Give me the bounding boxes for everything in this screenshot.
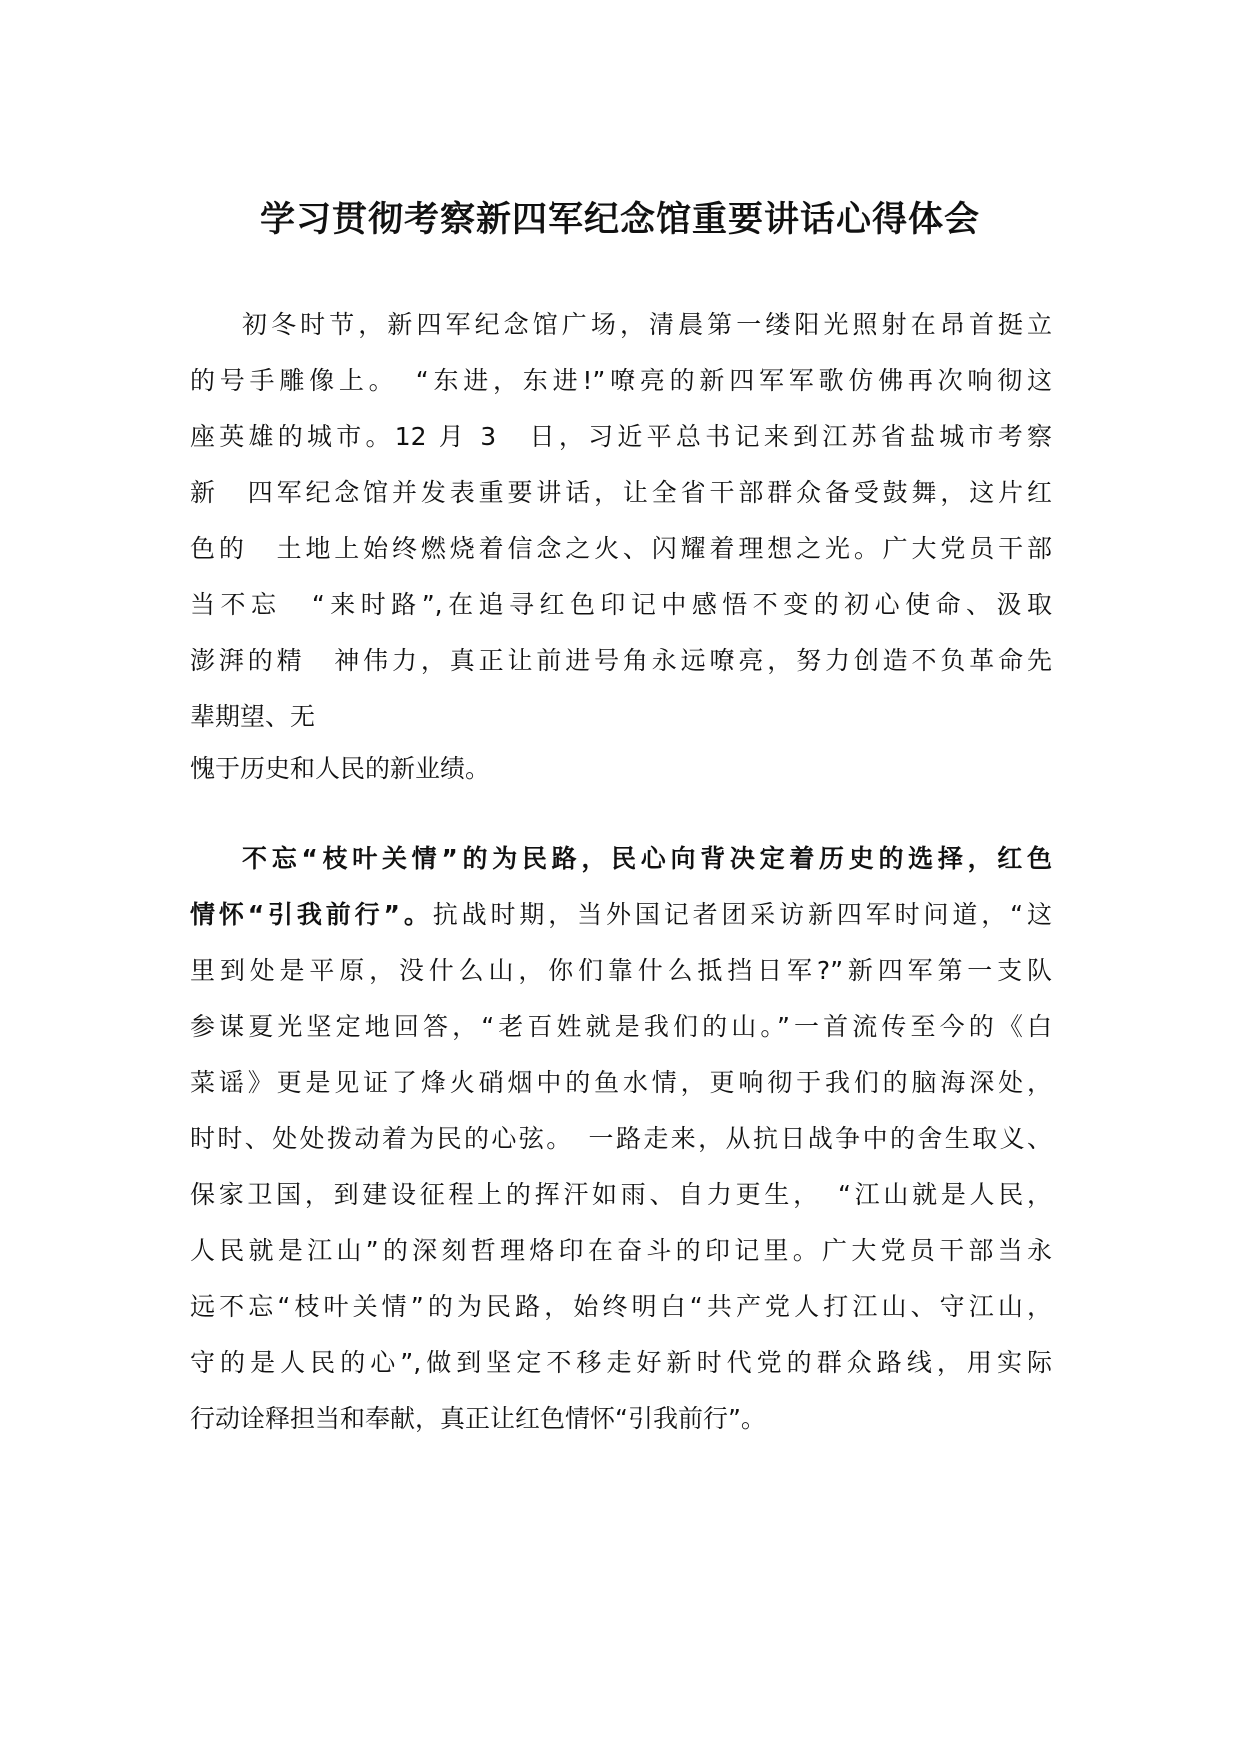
paragraph2-line-11: 行动诠释担当和奉献，真正让红色情怀“引我前行”。 — [190, 1404, 766, 1433]
paragraph1-line-5: 色的 土地上始终燃烧着信念之火、闪耀着理想之光。广大党员干部 — [190, 534, 1052, 563]
paragraph2-line-10: 守的是人民的心”,做到坚定不移走好新时代党的群众路线，用实际 — [190, 1348, 1052, 1377]
document-title: 学习贯彻考察新四军纪念馆重要讲话心得体会 — [259, 200, 980, 240]
paragraph1-line-3: 座英雄的城市。12 月 3 日，习近平总书记来到江苏省盐城市考察 — [190, 422, 1052, 451]
paragraph2-bold-heading: 不忘“枝叶关情”的为民路，民心向背决定着历史的选择，红色 — [242, 844, 1052, 873]
paragraph1-line-2: 的号手雕像上。 “东进，东进!”嘹亮的新四军军歌仿佛再次响彻这 — [190, 366, 1052, 395]
paragraph2-line-1 — [190, 837, 1052, 881]
paragraph2-line-7: 保家卫国，到建设征程上的挥汗如雨、自力更生， “江山就是人民， — [190, 1180, 1052, 1209]
paragraph2-line-4: 参谋夏光坚定地回答，“老百姓就是我们的山。”一首流传至今的《白 — [190, 1012, 1052, 1041]
paragraph2-line-2 — [190, 893, 1052, 937]
paragraph1-line-8: 辈期望、无 — [190, 702, 316, 731]
paragraph2-line-2-text: 抗战时期，当外国记者团采访新四军时问道，“这 — [432, 900, 1052, 929]
paragraph1-line-7: 澎湃的精 神伟力，真正让前进号角永远嘹亮，努力创造不负革命先 — [190, 646, 1052, 675]
paragraph2-line-9: 远不忘“枝叶关情”的为民路，始终明白“共产党人打江山、守江山， — [190, 1292, 1052, 1321]
paragraph1-line-4: 新 四军纪念馆并发表重要讲话，让全省干部群众备受鼓舞，这片红 — [190, 478, 1052, 507]
paragraph2-bold-heading-end: 情怀“引我前行”。 — [190, 900, 433, 929]
paragraph1-line-9: 愧于历史和人民的新业绩。 — [190, 754, 491, 783]
paragraph1-line-6: 当不忘 “来时路”,在追寻红色印记中感悟不变的初心使命、汲取 — [190, 590, 1052, 619]
paragraph2-line-8: 人民就是江山”的深刻哲理烙印在奋斗的印记里。广大党员干部当永 — [190, 1236, 1052, 1265]
paragraph2-line-6: 时时、处处拨动着为民的心弦。 一路走来，从抗日战争中的舍生取义、 — [190, 1124, 1052, 1153]
paragraph2-line-5: 菜谣》更是见证了烽火硝烟中的鱼水情，更响彻于我们的脑海深处， — [190, 1068, 1052, 1097]
paragraph2-line-3: 里到处是平原，没什么山，你们靠什么抵挡日军?”新四军第一支队 — [190, 956, 1052, 985]
paragraph1-line-1: 初冬时节，新四军纪念馆广场，清晨第一缕阳光照射在昂首挺立 — [242, 310, 1052, 339]
